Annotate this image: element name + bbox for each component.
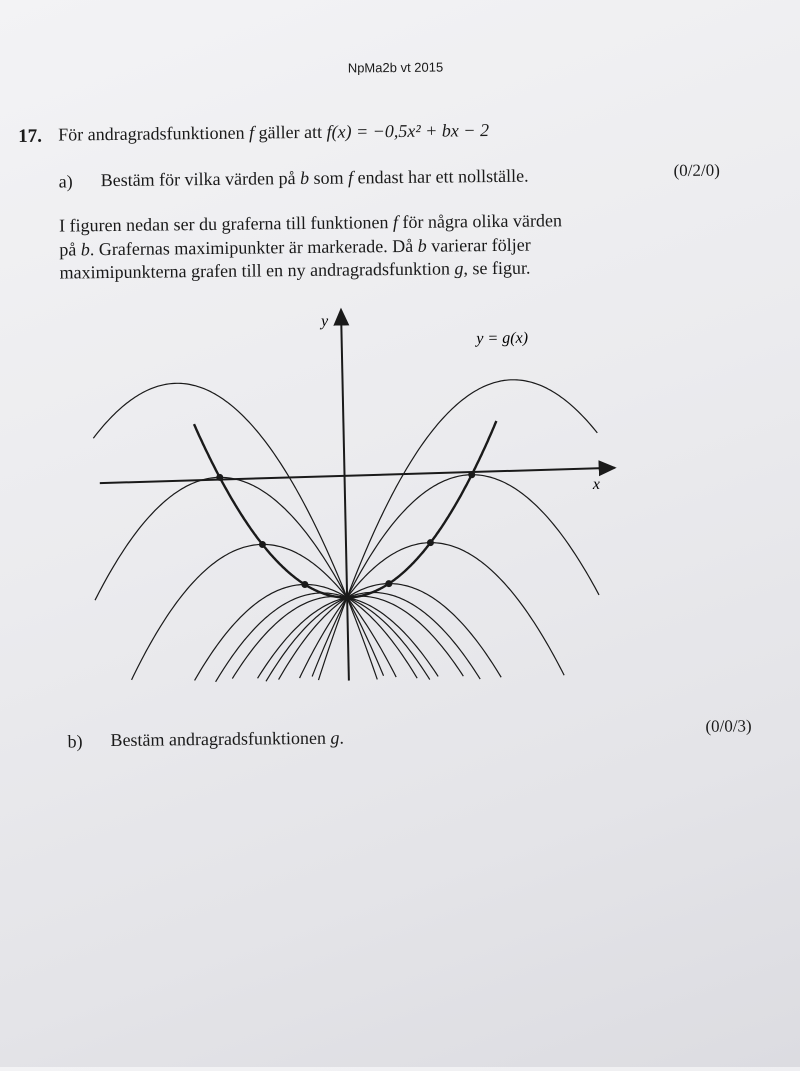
paragraph-line-1: [59, 210, 562, 236]
paragraph-line-3: [59, 258, 530, 284]
paragraph-line-3-g: g: [454, 258, 464, 279]
question-number: 17.: [18, 125, 43, 147]
paragraph-line-2-e: varierar följer: [431, 234, 531, 256]
paragraph-line-2-d: b: [417, 235, 427, 256]
x-axis-label: x: [592, 475, 601, 493]
part-b-suffix: .: [339, 727, 345, 748]
parabola-figure: [88, 293, 632, 699]
intro-formula: f(x) = −0,5x² + bx − 2: [326, 120, 490, 142]
part-a-points: (0/2/0): [673, 160, 720, 181]
part-a-var-b: b: [299, 167, 310, 189]
paragraph-line-1-f: f: [392, 212, 399, 233]
paragraph-line-2-b: b: [80, 239, 90, 260]
part-b-points: (0/0/3): [705, 716, 752, 736]
part-a-text-3: endast har ett nollställe.: [357, 165, 529, 188]
g-curve-label: y = g(x): [476, 329, 529, 348]
part-a-var-f: f: [347, 167, 354, 188]
intro-f: f: [248, 122, 255, 143]
y-axis-label: y: [321, 312, 329, 330]
question-intro: [58, 120, 489, 146]
part-b-label: b): [67, 731, 83, 752]
paragraph-line-2-c: . Grafernas maximipunkter är markerade. Då: [89, 235, 414, 260]
paragraph-line-2: [59, 235, 530, 261]
paragraph-line-3-b: , se figur.: [463, 257, 531, 279]
paragraph-line-1-a: I figuren nedan ser du graferna till funktionen: [59, 212, 389, 236]
parabola-f: [93, 381, 378, 682]
paragraph-line-2-a: på: [59, 239, 77, 260]
part-a-text-2: som: [313, 167, 344, 188]
paragraph-line-3-a: maximipunkterna grafen till en ny andragradsfunktion: [59, 258, 451, 283]
part-a-text: [101, 166, 529, 191]
x-axis: [100, 468, 615, 483]
parabola-f: [232, 595, 439, 678]
paragraph-line-1-b: för några olika värden: [402, 210, 563, 232]
part-a-label: a): [58, 171, 73, 192]
parabola-f: [298, 541, 564, 678]
part-a-text-1: Bestäm för vilka värden på: [100, 168, 296, 191]
y-axis: [341, 310, 349, 681]
part-b-var-g: g: [330, 727, 340, 748]
intro-mid: gäller att: [258, 121, 323, 143]
part-b-text: [110, 728, 344, 751]
page-header: NpMa2b vt 2015: [347, 59, 444, 76]
parabola-f: [130, 543, 396, 680]
part-b-text-main: Bestäm andragradsfunktionen: [110, 727, 327, 751]
intro-prefix: För andragradsfunktionen: [58, 122, 245, 145]
